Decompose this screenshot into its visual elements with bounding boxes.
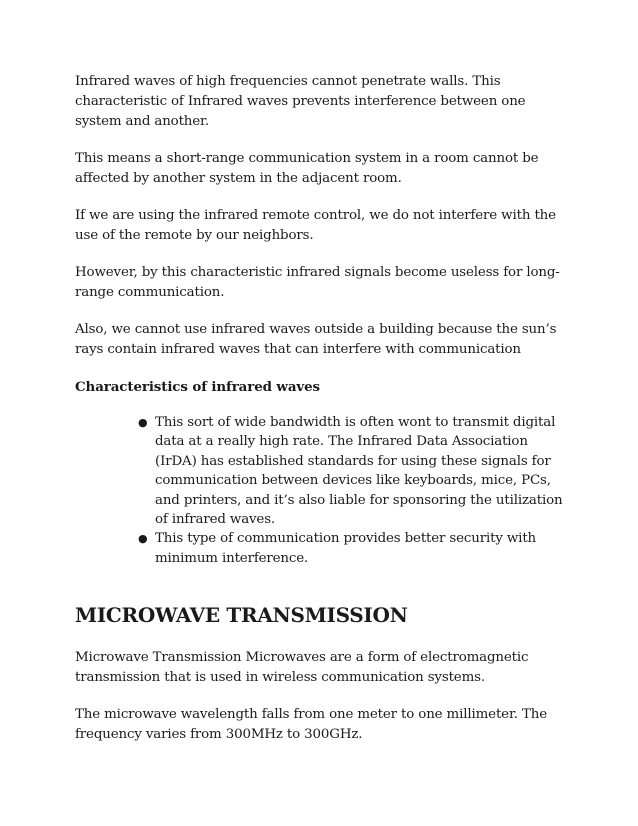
characteristics-heading: Characteristics of infrared waves [75,379,320,395]
paragraph-sun-rays: Also, we cannot use infrared waves outside a building because the sun’s rays contain infrared waves that can interfere with communication [75,322,557,357]
paragraph-short-range: This means a short-range communication system in a room cannot be affected by another system in the adjacent room. [75,151,539,186]
list-item [138,529,570,568]
paragraph-infrared-walls: Infrared waves of high frequencies cannot penetrate walls. This characteristic of Infrared waves prevents interference between one system and another. [75,74,526,129]
bullet-icon: ● [138,416,148,429]
paragraph-long-range: However, by this characteristic infrared signals become useless for long-range communication. [75,265,560,300]
list-item-text: This type of communication provides better security with minimum interference. [155,531,537,566]
paragraph-remote-control: If we are using the infrared remote control, we do not interfere with the use of the remote by our neighbors. [75,208,556,243]
paragraph-microwave-intro: Microwave Transmission Microwaves are a form of electromagnetic transmission that is used in wireless communication systems. [75,650,529,686]
characteristics-list [75,413,570,568]
bullet-icon: ● [138,532,148,546]
microwave-heading: MICROWAVE TRANSMISSION [75,603,408,628]
list-item-text: This sort of wide bandwidth is often wont to transmit digital data at a really high rate. The Infrared Data Association (IrDA) has established standards for using these signals for communication between devices like keyboards, mice, PCs, and printers, and it’s also liable for sponsoring the utilization of infrared waves. [155,415,563,528]
paragraph-microwave-wavelength: The microwave wavelength falls from one meter to one millimeter. The frequency varies from 300MHz to 300GHz. [75,707,547,743]
document-page [75,72,570,762]
list-item [138,413,570,529]
